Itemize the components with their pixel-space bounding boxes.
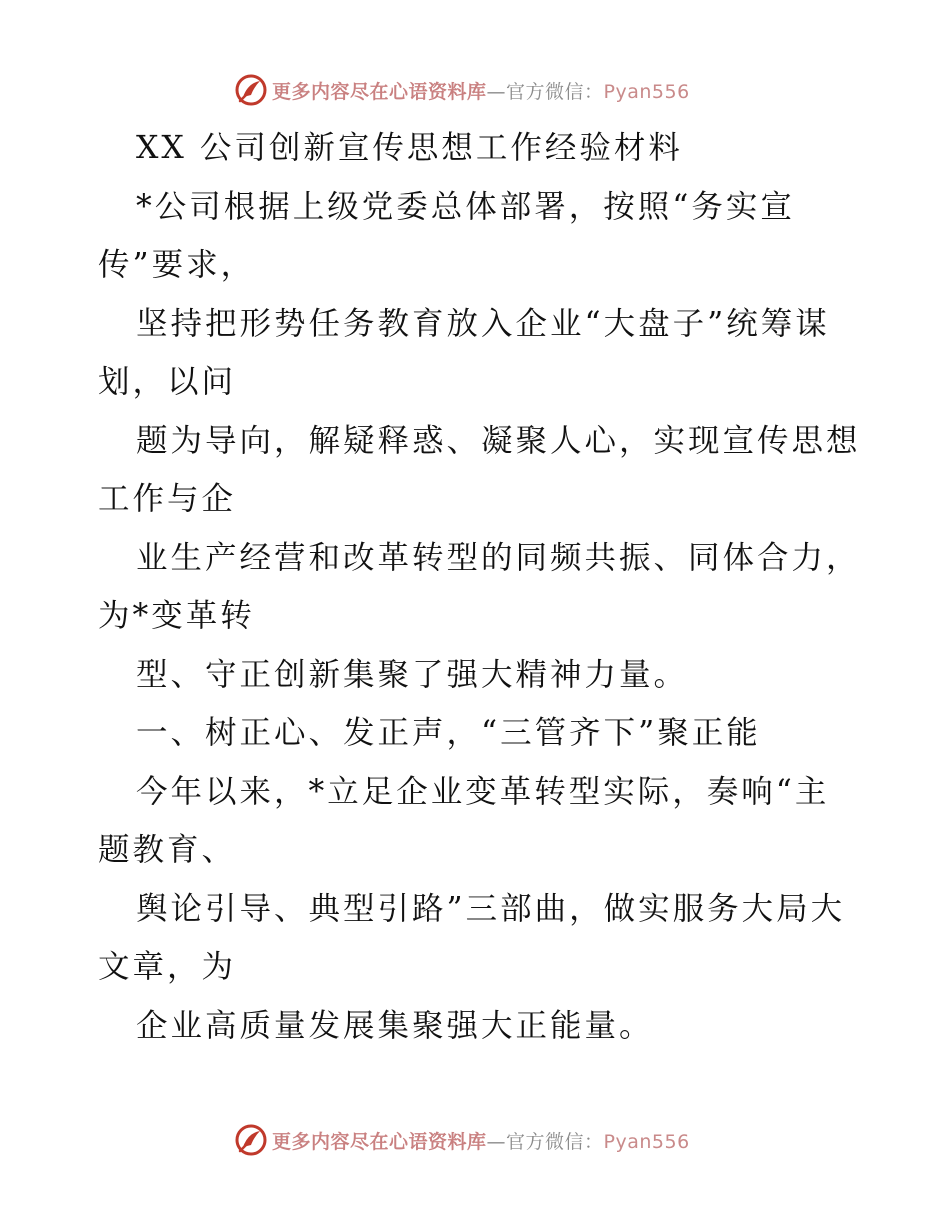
- watermark-label: 官方微信：: [506, 1130, 604, 1153]
- paragraph-line: 传”要求，: [98, 247, 256, 283]
- pen-logo-icon: [234, 1123, 268, 1157]
- document-title: XX 公司创新宣传思想工作经验材料: [136, 130, 683, 166]
- watermark-label: 官方微信：: [506, 80, 604, 103]
- paragraph-line: 舆论引导、典型引路”三部曲，做实服务大局大: [136, 891, 846, 927]
- watermark-main-text: 更多内容尽在心语资料库: [272, 1130, 487, 1153]
- watermark-dash: —: [486, 80, 507, 103]
- paragraph-line: 坚持把形势任务教育放入企业“大盘子”统筹谋: [136, 306, 830, 342]
- paragraph-line: 文章，为: [98, 949, 237, 985]
- paragraph-line: 型、守正创新集聚了强大精神力量。: [136, 657, 689, 693]
- watermark-text: [272, 1127, 690, 1154]
- watermark-text: [272, 77, 690, 104]
- watermark-header: [234, 72, 690, 108]
- paragraph-line: 划，以问: [98, 364, 237, 400]
- paragraph-line: 企业高质量发展集聚强大正能量。: [136, 1008, 654, 1044]
- paragraph-line: *公司根据上级党委总体部署，按照“务实宣: [136, 189, 795, 225]
- paragraph-line: 业生产经营和改革转型的同频共振、同体合力，: [136, 540, 861, 576]
- paragraph-line: 工作与企: [98, 481, 237, 517]
- paragraph-line: 今年以来，*立足企业变革转型实际，奏响“主: [136, 774, 830, 810]
- watermark-footer: [234, 1122, 690, 1158]
- paragraph-line: 为*变革转: [98, 598, 255, 634]
- watermark-main-text: 更多内容尽在心语资料库: [272, 80, 487, 103]
- section-heading: 一、树正心、发正声，“三管齐下”聚正能: [136, 715, 761, 751]
- paragraph-line: 题教育、: [98, 832, 237, 868]
- pen-logo-icon: [234, 73, 268, 107]
- watermark-dash: —: [486, 1130, 507, 1153]
- paragraph-line: 题为导向，解疑释惑、凝聚人心，实现宣传思想: [136, 423, 861, 459]
- watermark-wechat-id: Pyan556: [603, 80, 690, 103]
- watermark-wechat-id: Pyan556: [603, 1130, 690, 1153]
